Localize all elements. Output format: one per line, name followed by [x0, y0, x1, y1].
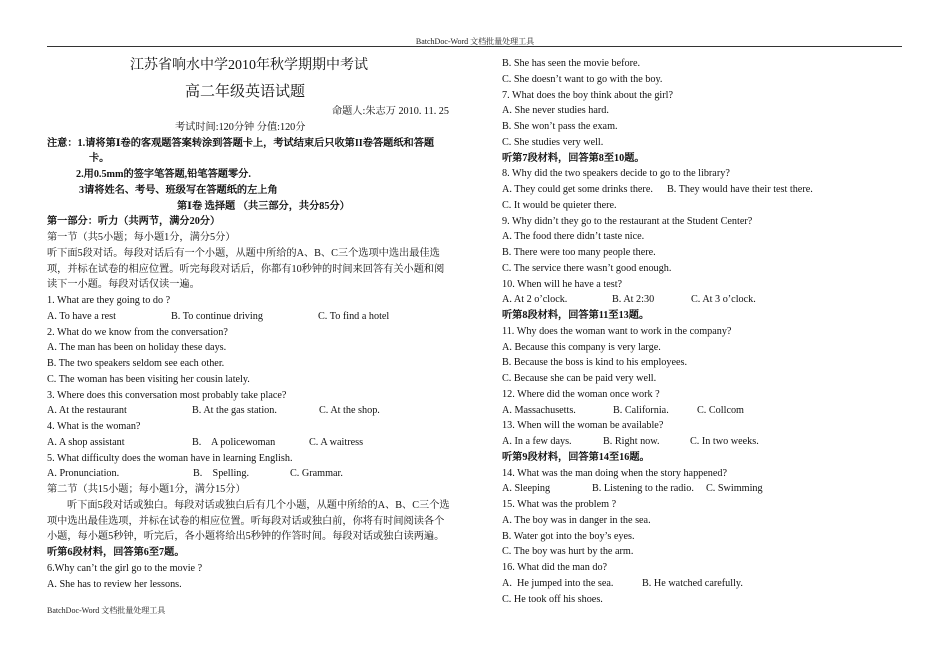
page-footer: BatchDoc-Word 文档批量处理工具	[47, 606, 166, 615]
option: A. The man has been on holiday these days.	[47, 342, 227, 354]
note-1a: 注意：1.请将第Ⅰ卷的客观题答案转涂到答题卡上，考试结束后只收第II卷答题纸和答题	[47, 137, 435, 149]
question-13-options	[502, 434, 902, 450]
question-16-options	[502, 576, 902, 592]
option: C. A waitress	[309, 436, 364, 448]
author-line: 命题人:朱志万 2010. 11. 25	[331, 106, 449, 117]
note-1b: 卡。	[89, 153, 110, 165]
option: A. A shop assistant	[47, 436, 125, 448]
option: B. Spelling.	[193, 468, 250, 480]
option: C. Grammar.	[290, 468, 343, 480]
question-2: 2. What do we know from the conversation?	[47, 326, 228, 338]
listening-material-9: 听第9段材料，回答第14至16题。	[502, 451, 650, 463]
question-14-options	[502, 481, 902, 497]
question-4-options	[47, 435, 452, 451]
option: A. Massachusetts.	[502, 404, 576, 416]
option: B. California.	[613, 404, 669, 416]
option: A. She never studies hard.	[502, 105, 609, 117]
option: C. She studies very well.	[502, 136, 604, 148]
option: C. Because she can be paid very well.	[502, 373, 657, 384]
option: C. To find a hotel	[318, 310, 390, 322]
question-16: 16. What did the man do?	[502, 562, 608, 573]
option: C. At 3 o’clock.	[691, 294, 756, 306]
option: A. Sleeping	[502, 483, 551, 495]
exam-title: 高二年级英语试题	[185, 84, 306, 100]
section-title: 第Ⅰ卷 选择题 （共三部分，共分85分）	[177, 200, 350, 212]
right-column	[502, 56, 902, 607]
question-8-options	[502, 182, 902, 198]
exam-info: 考试时间:120分钟 分值:120分	[175, 121, 306, 133]
option: B. To continue driving	[171, 310, 263, 322]
option: B. There were too many people there.	[502, 247, 656, 258]
question-14: 14. What was the man doing when the story happened?	[502, 467, 728, 479]
section-1-instructions: 听下面5段对话。每段对话后有一个小题，从题中所给的A、B、C三个选项中选出最佳选项，并标在试卷的相应位置。听完每段对话后，你都有10秒钟的时间来回答有关小题和阅读下一小题。每段对话仅读一遍。	[47, 247, 445, 291]
option: A. At 2 o’clock.	[502, 294, 568, 306]
listening-material-6: 听第6段材料，回答第6至7题。	[47, 547, 185, 558]
option: B. He watched carefully.	[642, 577, 743, 589]
option: B. They would have their test there.	[667, 184, 813, 195]
option: C. The woman has been visiting her cousin lately.	[47, 373, 250, 385]
page-header: BatchDoc-Word 文档批量处理工具	[415, 37, 535, 46]
question-11: 11. Why does the woman want to work in the company?	[502, 325, 732, 337]
option: C. She doesn’t want to go with the boy.	[502, 73, 663, 85]
section-1-heading: 第一节（共5小题；每小题1分，满分5分）	[47, 232, 236, 243]
option: C. It would be quieter there.	[502, 199, 617, 211]
option: B. At 2:30	[612, 294, 655, 306]
question-13: 13. When will the woman be available?	[502, 420, 664, 432]
option: B. She won’t pass the exam.	[502, 121, 618, 132]
listening-material-8: 听第8段材料，回答第11至13题。	[502, 310, 650, 321]
option: C. He took off his shoes.	[502, 593, 603, 605]
listening-material-7: 听第7段材料，回答第8至10题。	[502, 152, 645, 164]
option: B. The two speakers seldom see each other.	[47, 358, 225, 369]
question-4: 4. What is the woman?	[47, 421, 141, 432]
left-column	[47, 56, 452, 592]
question-10-options	[502, 292, 902, 308]
school-title: 江苏省响水中学2010年秋学期期中考试	[130, 58, 368, 73]
option: C. The service there wasn’t good enough.	[502, 262, 672, 274]
option: B. A policewoman	[192, 436, 276, 448]
question-8: 8. Why did the two speakers decide to go to the library?	[502, 168, 730, 180]
note-3: 3请将姓名、考号、班级写在答题纸的左上角	[79, 184, 278, 196]
question-3: 3. Where does this conversation most probably take place?	[47, 389, 287, 401]
option: C. The boy was hurt by the arm.	[502, 546, 634, 558]
question-5: 5. What difficulty does the woman have in learning English.	[47, 452, 293, 464]
question-1-options	[47, 309, 452, 325]
part-1-heading: 第一部分：听力（共两节，满分20分）	[47, 216, 221, 228]
option: B. At the gas station.	[192, 405, 277, 417]
option: A. She has to review her lessons.	[47, 578, 182, 590]
option: C. Swimming	[706, 483, 763, 495]
question-15: 15. What was the problem ?	[502, 499, 617, 510]
question-12-options	[502, 403, 902, 419]
option: A. In a few days.	[502, 436, 572, 447]
question-7: 7. What does the boy think about the girl?	[502, 89, 673, 101]
question-12: 12. Where did the woman once work ?	[502, 388, 660, 400]
option: A. They could get some drinks there.	[502, 184, 653, 195]
question-1: 1. What are they going to do ?	[47, 295, 171, 306]
option: B. She has seen the movie before.	[502, 58, 641, 69]
header-rule	[47, 46, 902, 47]
question-10: 10. When will he have a test?	[502, 278, 623, 290]
option: A. He jumped into the sea.	[502, 577, 614, 589]
question-3-options	[47, 403, 452, 419]
option: B. Because the boss is kind to his employees.	[502, 357, 688, 369]
section-2-instructions: 听下面5段对话或独白。每段对话或独白后有几个小题，从题中所给的A、B、C三个选项中选出最佳选项，并标在试卷的相应位置。听每段对话或独白前，你将有时间阅读各个小题，每小题5秒钟，听完后，各小题将给出5秒钟的作答时间。每段对话或独白读两遍。	[47, 499, 450, 543]
option: B. Right now.	[603, 436, 660, 447]
option: A. To have a rest	[47, 310, 116, 322]
option: A. Pronunciation.	[47, 468, 120, 480]
note-2: 2.用0.5mm的签字笔答题,铅笔答题零分.	[76, 169, 251, 180]
option: A. The food there didn’t taste nice.	[502, 231, 645, 243]
question-9: 9. Why didn’t they go to the restaurant at the Student Center?	[502, 215, 753, 227]
question-6: 6.Why can’t the girl go to the movie ?	[47, 562, 203, 574]
option: A. Because this company is very large.	[502, 341, 661, 353]
option: C. At the shop.	[319, 405, 380, 417]
option: B. Water got into the boy’s eyes.	[502, 530, 635, 542]
option: C. Collcom	[697, 404, 744, 416]
option: B. Listening to the radio.	[592, 483, 694, 495]
section-2-heading: 第二节（共15小题；每小题1分，满分15分）	[47, 484, 246, 495]
option: C. In two weeks.	[690, 436, 759, 447]
option: A. The boy was in danger in the sea.	[502, 514, 651, 526]
question-5-options	[47, 466, 452, 482]
option: A. At the restaurant	[47, 405, 127, 417]
